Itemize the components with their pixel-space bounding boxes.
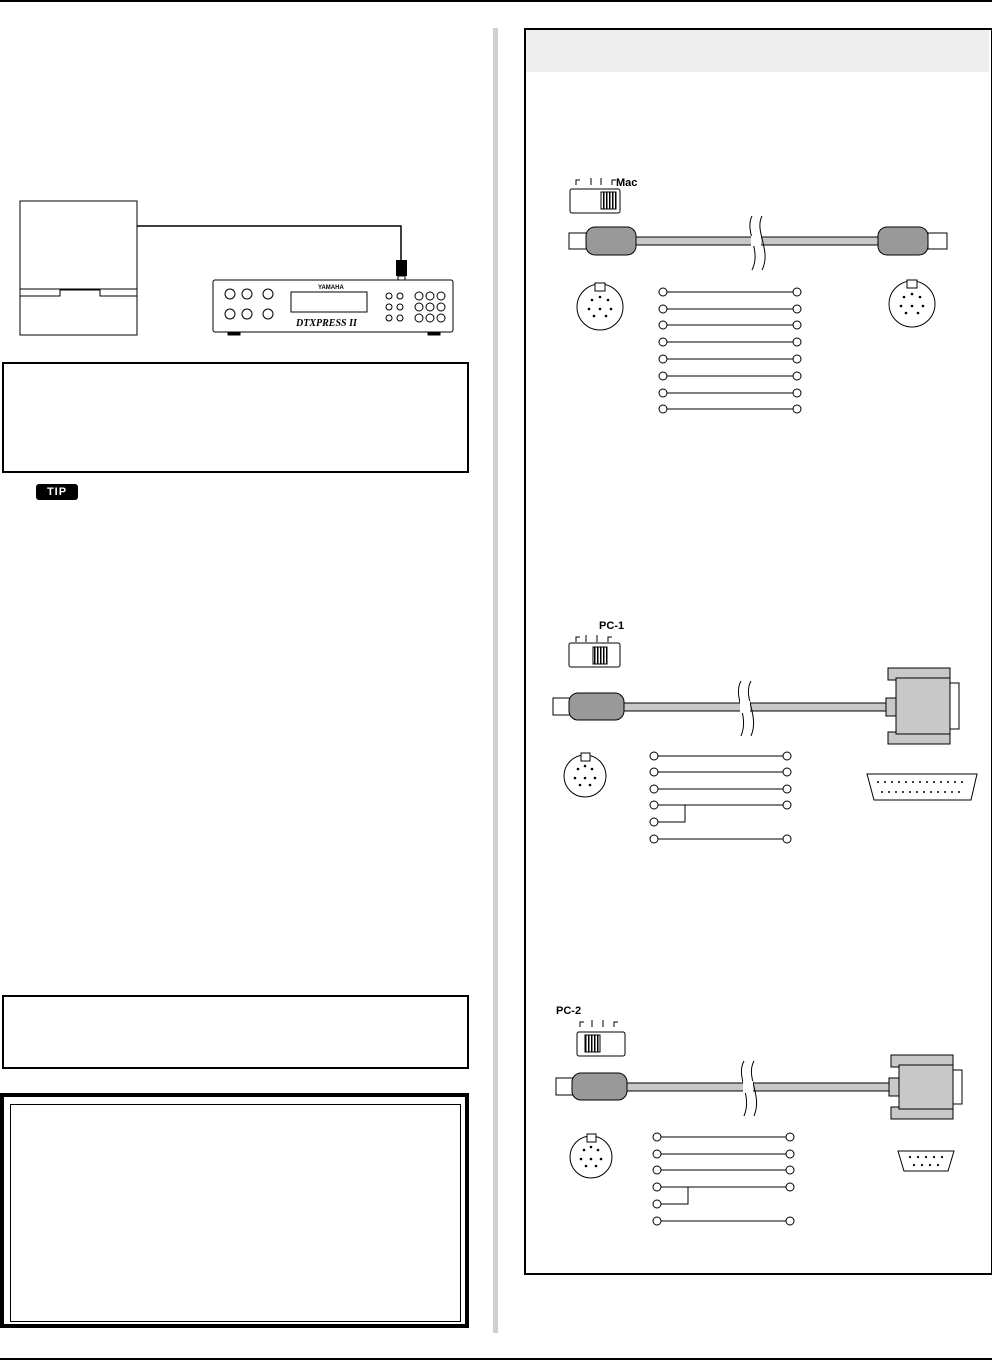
pc1-pin-wiring (650, 752, 791, 843)
switch-label-pc1: PC-1 (599, 620, 625, 632)
device-brand: YAMAHA (318, 285, 344, 291)
mac-switch-icon (570, 178, 620, 213)
pc1-switch-icon (569, 635, 620, 667)
pc1-db25 (867, 774, 977, 800)
tip-badge: TIP (36, 484, 78, 500)
pc2-din8 (570, 1134, 612, 1178)
device-model: DTXPRESS II (296, 318, 357, 329)
pc2-pin-wiring (653, 1133, 794, 1225)
pc1-din8 (564, 753, 606, 797)
pc2-cable (556, 1055, 962, 1119)
pc2-db9 (898, 1151, 954, 1171)
pc2-switch-icon (577, 1020, 625, 1056)
mac-din8-left (577, 283, 623, 330)
pc1-cable (553, 668, 959, 744)
mac-din8-right (889, 280, 935, 327)
switch-label-mac: Mac (616, 177, 638, 189)
mac-pin-wiring (659, 288, 801, 413)
switch-label-pc2: PC-2 (556, 1005, 582, 1017)
mac-cable (569, 216, 947, 270)
